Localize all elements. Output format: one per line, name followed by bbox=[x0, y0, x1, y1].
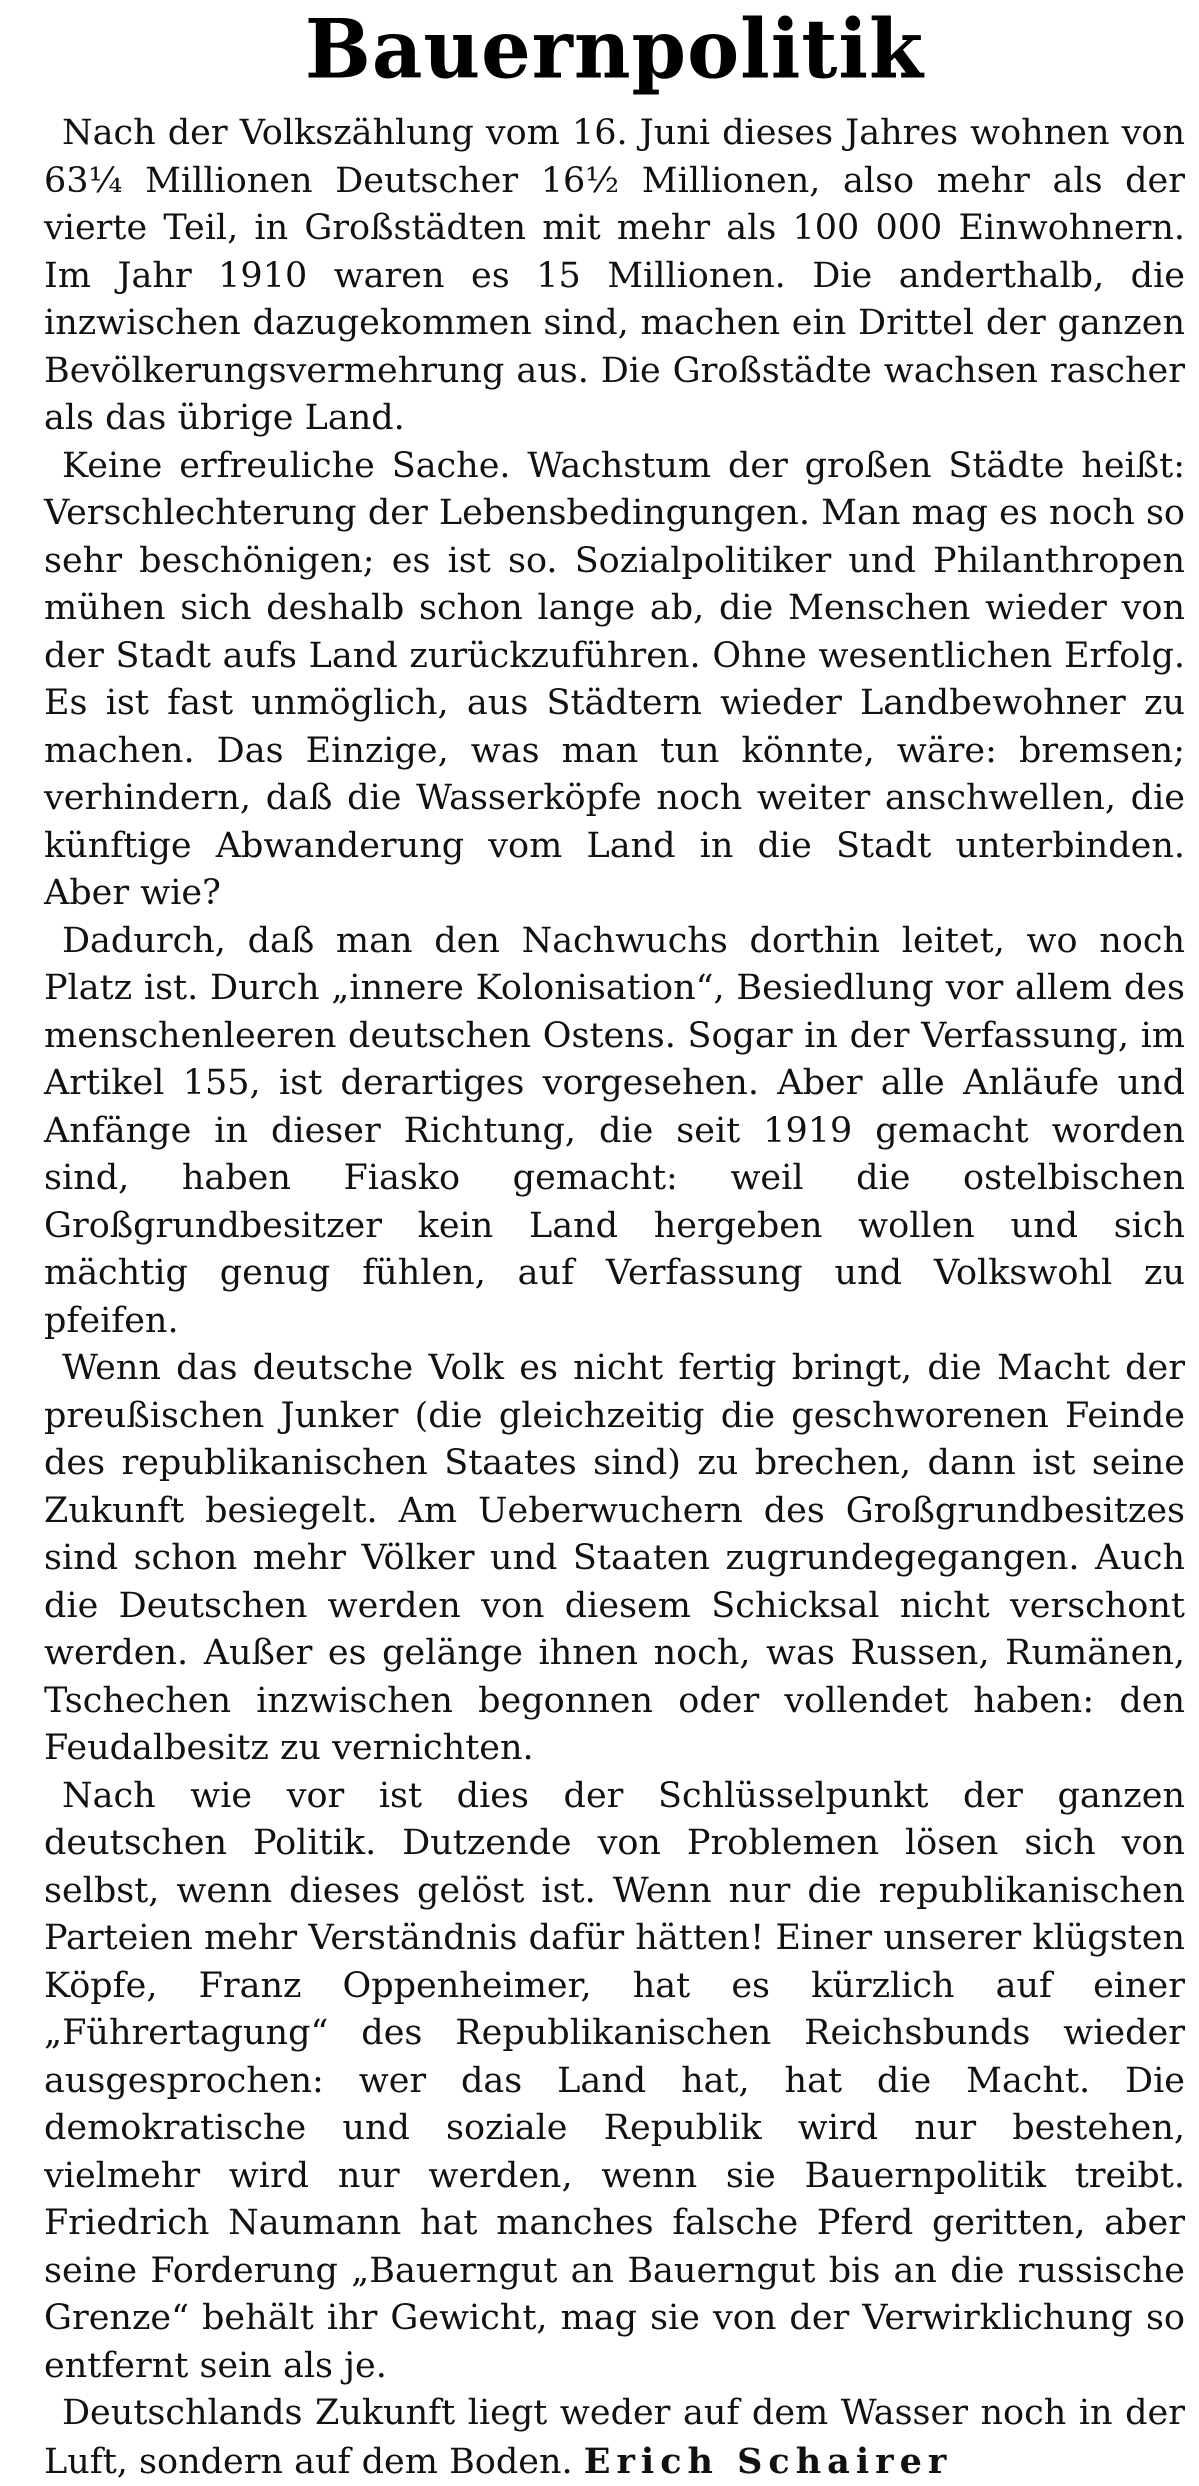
article-paragraph-6 bbox=[44, 2390, 1185, 2486]
article-paragraph-4: Wenn das deutsche Volk es nicht fertig bringt, die Macht der preußischen Junker (die gleichzeitig die geschworenen Feinde des republikanischen Staates sind) zu brechen, dann ist seine Zukunft besiegelt. Am Ueberwuchern des Großgrundbesitzes sind schon mehr Völker und Staaten zugrundegegangen. Auch die Deutschen werden von diesem Schicksal nicht verschont werden. Außer es gelänge ihnen noch, was Russen, Rumänen, Tschechen inzwischen begonnen oder vollendet haben: den Feudalbesitz zu vernichten. bbox=[44, 1348, 1185, 1768]
article-paragraph-3: Dadurch, daß man den Nachwuchs dorthin leitet, wo noch Platz ist. Durch „innere Kolonisation“, Besiedlung vor allem des menschenleeren deutschen Ostens. Sogar in der Verfassung, im Artikel 155, ist derartiges vorgesehen. Aber alle Anläufe und Anfänge in dieser Richtung, die seit 1919 gemacht worden sind, haben Fiasko gemacht: weil die ostelbischen Großgrundbesitzer kein Land hergeben wollen und sich mächtig genug fühlen, auf Verfassung und Volkswohl zu pfeifen. bbox=[44, 920, 1185, 1341]
article-paragraph-5: Nach wie vor ist dies der Schlüsselpunkt der ganzen deutschen Politik. Dutzende von Problemen lösen sich von selbst, wenn dieses gelöst ist. Wenn nur die republikanischen Parteien mehr Verständnis dafür hätten! Einer unserer klügsten Köpfe, Franz Oppenheimer, hat es kürzlich auf einer „Führertagung“ des Republikanischen Reichsbunds wieder ausgesprochen: wer das Land hat, hat die Macht. Die demokratische und soziale Republik wird nur bestehen, vielmehr wird nur werden, wenn sie Bauernpolitik treibt. Friedrich Naumann hat manches falsche Pferd geritten, aber seine Forderung „Bauerngut an Bauerngut bis an die russische Grenze“ behält ihr Gewicht, mag sie von der Verwirklichung so entfernt sein als je. bbox=[44, 1775, 1185, 2386]
article-body bbox=[44, 110, 1185, 2486]
article-title: Bauernpolitik bbox=[304, 1, 925, 98]
article-paragraph-1: Nach der Volkszählung vom 16. Juni dieses Jahres wohnen von 63¼ Millionen Deutscher 16½ Millionen, also mehr als der vierte Teil, in Großstädten mit mehr als 100 000 Einwohnern. Im Jahr 1910 waren es 15 Millionen. Die anderthalb, die inzwischen dazugekommen sind, machen ein Drittel der ganzen Bevölkerungsvermehrung aus. Die Großstädte wachsen rascher als das übrige Land. bbox=[44, 113, 1185, 438]
author-signature: Erich Schairer bbox=[583, 2440, 953, 2482]
article-closing-text: Deutschlands Zukunft liegt weder auf dem Wasser noch in der Luft, sondern auf dem Boden. bbox=[44, 2393, 1185, 2482]
article-paragraph-2: Keine erfreuliche Sache. Wachstum der großen Städte heißt: Verschlechterung der Lebensbedingungen. Man mag es noch so sehr beschönigen; es ist so. Sozialpolitiker und Philanthropen mühen sich deshalb schon lange ab, die Menschen wieder von der Stadt aufs Land zurückzuführen. Ohne wesentlichen Erfolg. Es ist fast unmöglich, aus Städtern wieder Landbewohner zu machen. Das Einzige, was man tun könnte, wäre: bremsen; verhindern, daß die Wasserköpfe noch weiter anschwellen, die künftige Abwanderung vom Land in die Stadt unterbinden. Aber wie? bbox=[44, 445, 1185, 913]
